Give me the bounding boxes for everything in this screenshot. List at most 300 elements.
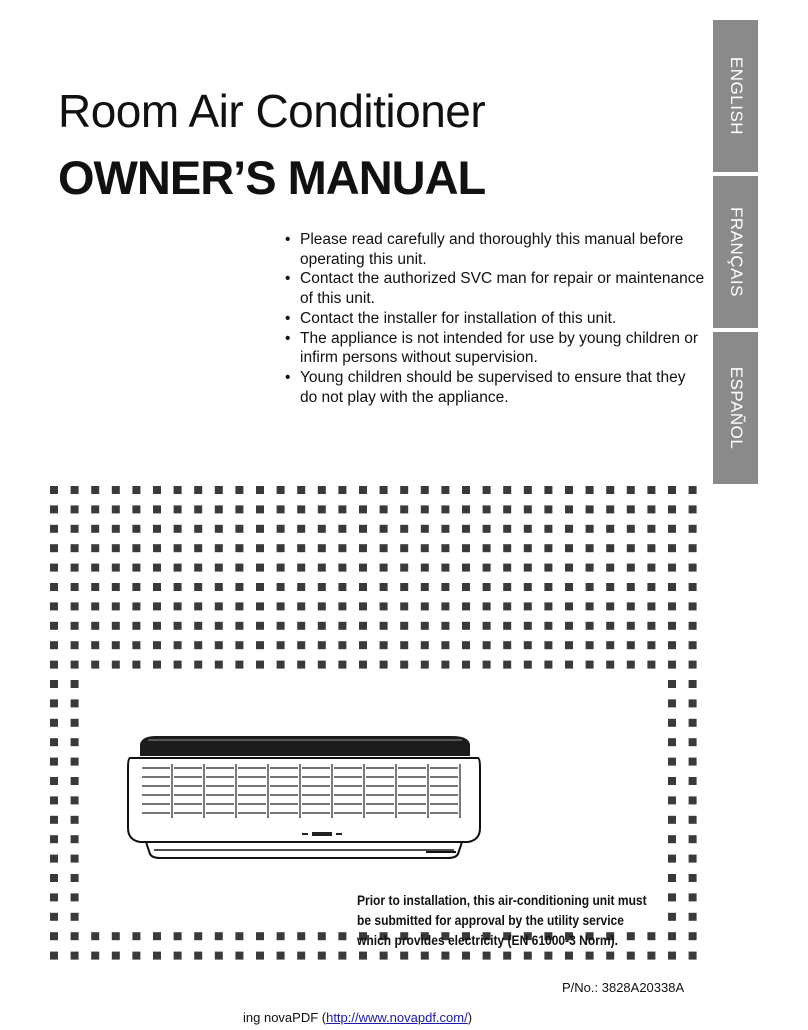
pattern-dot <box>524 661 532 669</box>
pattern-dot <box>627 525 635 533</box>
pattern-dot <box>132 622 140 630</box>
pattern-dot <box>91 602 99 610</box>
pattern-dot <box>647 564 655 572</box>
pattern-dot <box>50 564 58 572</box>
pattern-dot <box>318 505 326 513</box>
pattern-dot <box>112 486 120 494</box>
pattern-dot <box>524 952 532 960</box>
pattern-dot <box>318 525 326 533</box>
pattern-dot <box>277 602 285 610</box>
pattern-dot <box>565 661 573 669</box>
pattern-dot <box>153 544 161 552</box>
pattern-dot <box>359 525 367 533</box>
pattern-dot <box>132 641 140 649</box>
pattern-dot <box>359 602 367 610</box>
pattern-dot <box>565 622 573 630</box>
pattern-dot <box>586 641 594 649</box>
pattern-dot <box>153 641 161 649</box>
pattern-dot <box>606 564 614 572</box>
pattern-dot <box>71 952 79 960</box>
pattern-dot <box>91 932 99 940</box>
pattern-dot <box>112 661 120 669</box>
pattern-dot <box>50 855 58 863</box>
pattern-dot <box>194 952 202 960</box>
pattern-dot <box>50 719 58 727</box>
pattern-dot <box>71 932 79 940</box>
pattern-dot <box>132 564 140 572</box>
pattern-dot <box>524 505 532 513</box>
pattern-dot <box>668 525 676 533</box>
pattern-dot <box>277 505 285 513</box>
pattern-dot <box>277 583 285 591</box>
pattern-dot <box>627 564 635 572</box>
pattern-dot <box>627 505 635 513</box>
pattern-dot <box>462 583 470 591</box>
pattern-dot <box>586 622 594 630</box>
pattern-dot <box>565 505 573 513</box>
pattern-dot <box>318 583 326 591</box>
pattern-dot <box>647 544 655 552</box>
pattern-dot <box>586 602 594 610</box>
pattern-dot <box>153 505 161 513</box>
pattern-dot <box>483 622 491 630</box>
pattern-dot <box>606 525 614 533</box>
pattern-dot <box>318 622 326 630</box>
pattern-dot <box>194 661 202 669</box>
tab-english-label: ENGLISH <box>726 56 746 136</box>
pattern-dot <box>153 932 161 940</box>
pattern-dot <box>668 952 676 960</box>
pattern-dot <box>689 855 697 863</box>
pattern-dot <box>586 486 594 494</box>
pattern-dot <box>194 932 202 940</box>
pattern-dot <box>91 952 99 960</box>
pattern-dot <box>400 544 408 552</box>
pattern-dot <box>565 525 573 533</box>
pattern-dot <box>441 505 449 513</box>
pattern-dot <box>277 932 285 940</box>
pattern-dot <box>421 505 429 513</box>
part-number: P/No.: 3828A20338A <box>562 980 685 995</box>
pattern-dot <box>215 602 223 610</box>
pattern-dot <box>586 525 594 533</box>
pattern-dot <box>689 661 697 669</box>
pattern-dot <box>565 602 573 610</box>
pattern-dot <box>421 544 429 552</box>
pattern-dot <box>544 525 552 533</box>
pattern-dot <box>277 544 285 552</box>
pattern-dot <box>215 622 223 630</box>
pattern-dot <box>689 564 697 572</box>
pattern-dot <box>421 525 429 533</box>
pattern-dot <box>565 544 573 552</box>
pattern-dot <box>627 661 635 669</box>
pattern-dot <box>400 525 408 533</box>
pattern-dot <box>421 622 429 630</box>
pattern-dot <box>256 641 264 649</box>
pattern-dot <box>174 641 182 649</box>
pattern-dot <box>647 641 655 649</box>
pattern-dot <box>277 622 285 630</box>
pattern-dot <box>689 699 697 707</box>
pattern-dot <box>606 661 614 669</box>
pattern-dot <box>318 602 326 610</box>
pattern-dot <box>112 583 120 591</box>
pattern-dot <box>483 952 491 960</box>
pattern-dot <box>565 641 573 649</box>
pattern-dot <box>668 777 676 785</box>
pattern-dot <box>277 661 285 669</box>
pattern-dot <box>647 661 655 669</box>
pattern-dot <box>359 641 367 649</box>
pattern-dot <box>277 641 285 649</box>
pattern-dot <box>668 602 676 610</box>
pattern-dot <box>441 564 449 572</box>
pattern-dot <box>50 525 58 533</box>
pattern-dot <box>71 893 79 901</box>
pattern-dot <box>668 835 676 843</box>
pattern-dot <box>689 952 697 960</box>
pattern-dot <box>297 932 305 940</box>
pattern-dot <box>297 544 305 552</box>
pattern-dot <box>132 544 140 552</box>
pattern-dot <box>71 855 79 863</box>
pattern-dot <box>441 486 449 494</box>
pattern-dot <box>194 486 202 494</box>
pattern-dot <box>503 525 511 533</box>
pattern-dot <box>421 641 429 649</box>
pattern-dot <box>400 952 408 960</box>
pattern-dot <box>318 486 326 494</box>
pattern-dot <box>627 583 635 591</box>
pattern-dot <box>256 661 264 669</box>
pattern-dot <box>483 505 491 513</box>
pattern-dot <box>50 816 58 824</box>
pattern-dot <box>91 505 99 513</box>
notice-line: Prior to installation, this air-conditioning unit must <box>357 892 647 908</box>
pattern-dot <box>71 602 79 610</box>
pattern-dot <box>586 544 594 552</box>
footer-watermark <box>243 1010 472 1025</box>
pattern-dot <box>112 932 120 940</box>
pattern-dot <box>297 486 305 494</box>
pattern-dot <box>606 602 614 610</box>
tab-espanol-label: ESPAÑOL <box>726 366 746 450</box>
pattern-dot <box>689 738 697 746</box>
pattern-dot <box>71 525 79 533</box>
pattern-dot <box>256 622 264 630</box>
pattern-dot <box>153 564 161 572</box>
pattern-dot <box>318 932 326 940</box>
pattern-dot <box>689 913 697 921</box>
pattern-dot <box>524 544 532 552</box>
pattern-dot <box>50 758 58 766</box>
pattern-dot <box>338 932 346 940</box>
pattern-dot <box>71 699 79 707</box>
pattern-dot <box>235 952 243 960</box>
pattern-dot <box>421 952 429 960</box>
pattern-dot <box>338 583 346 591</box>
pattern-dot <box>91 486 99 494</box>
pattern-dot <box>689 622 697 630</box>
pattern-dot <box>71 622 79 630</box>
pattern-dot <box>668 855 676 863</box>
pattern-dot <box>132 486 140 494</box>
pattern-dot <box>503 602 511 610</box>
pattern-dot <box>606 641 614 649</box>
pattern-dot <box>71 544 79 552</box>
pattern-dot <box>421 564 429 572</box>
pattern-dot <box>668 505 676 513</box>
pattern-dot <box>544 661 552 669</box>
pattern-dot <box>689 874 697 882</box>
pattern-dot <box>647 622 655 630</box>
pattern-dot <box>503 583 511 591</box>
pattern-dot <box>174 661 182 669</box>
pattern-dot <box>50 680 58 688</box>
pattern-dot <box>421 486 429 494</box>
pattern-dot <box>132 602 140 610</box>
pattern-dot <box>524 583 532 591</box>
pattern-dot <box>235 932 243 940</box>
pattern-dot <box>668 932 676 940</box>
pattern-dot <box>400 622 408 630</box>
note-item: • Contact the authorized SVC man for repair or maintenance of this unit. <box>285 269 705 308</box>
pattern-dot <box>421 661 429 669</box>
pattern-dot <box>380 486 388 494</box>
pattern-dot <box>606 544 614 552</box>
pattern-dot <box>215 564 223 572</box>
pattern-dot <box>297 622 305 630</box>
pattern-dot <box>256 602 264 610</box>
pattern-dot <box>174 486 182 494</box>
pattern-dot <box>483 525 491 533</box>
pattern-dot <box>380 525 388 533</box>
pattern-dot <box>462 564 470 572</box>
pattern-dot <box>668 796 676 804</box>
pattern-dot <box>606 622 614 630</box>
novapdf-link[interactable]: http://www.novapdf.com/ <box>326 1010 468 1025</box>
pattern-dot <box>421 602 429 610</box>
pattern-dot <box>91 544 99 552</box>
pattern-dot <box>50 602 58 610</box>
pattern-dot <box>503 564 511 572</box>
pattern-dot <box>524 622 532 630</box>
pattern-dot <box>91 525 99 533</box>
pattern-dot <box>153 486 161 494</box>
pattern-dot <box>71 641 79 649</box>
pattern-dot <box>50 874 58 882</box>
pattern-dot <box>689 777 697 785</box>
pattern-dot <box>544 505 552 513</box>
pattern-dot <box>627 952 635 960</box>
pattern-dot <box>524 486 532 494</box>
pattern-dot <box>194 641 202 649</box>
pattern-dot <box>689 544 697 552</box>
pattern-dot <box>50 835 58 843</box>
pattern-dot <box>503 661 511 669</box>
pattern-dot <box>441 602 449 610</box>
pattern-dot <box>215 544 223 552</box>
pattern-dot <box>71 719 79 727</box>
pattern-dot <box>153 602 161 610</box>
pattern-dot <box>441 544 449 552</box>
pattern-dot <box>606 505 614 513</box>
pattern-dot <box>91 661 99 669</box>
pattern-dot <box>359 544 367 552</box>
pattern-dot <box>297 952 305 960</box>
pattern-dot <box>400 661 408 669</box>
pattern-dot <box>256 525 264 533</box>
pattern-dot <box>586 564 594 572</box>
pattern-dot <box>235 544 243 552</box>
pattern-dot <box>50 622 58 630</box>
pattern-dot <box>462 486 470 494</box>
pattern-dot <box>50 952 58 960</box>
pattern-dot <box>277 564 285 572</box>
pattern-dot <box>441 525 449 533</box>
pattern-dot <box>689 486 697 494</box>
pattern-dot <box>174 952 182 960</box>
pattern-dot <box>50 641 58 649</box>
pattern-dot <box>586 583 594 591</box>
note-item: • The appliance is not intended for use by young children or infirm persons without supervision. <box>285 329 705 368</box>
pattern-dot <box>235 661 243 669</box>
pattern-dot <box>647 932 655 940</box>
pattern-dot <box>544 544 552 552</box>
pattern-dot <box>338 602 346 610</box>
pattern-dot <box>235 564 243 572</box>
pattern-dot <box>338 564 346 572</box>
pattern-dot <box>668 622 676 630</box>
pattern-dot <box>215 932 223 940</box>
pattern-dot <box>668 816 676 824</box>
pattern-dot <box>112 525 120 533</box>
pattern-dot <box>441 583 449 591</box>
pattern-dot <box>318 952 326 960</box>
footer-suffix: ) <box>467 1010 473 1025</box>
pattern-dot <box>689 816 697 824</box>
pattern-dot <box>91 641 99 649</box>
pattern-dot <box>462 952 470 960</box>
pattern-dot <box>668 661 676 669</box>
pattern-dot <box>71 583 79 591</box>
pattern-dot <box>153 583 161 591</box>
tab-francais-label: FRANÇAIS <box>726 207 746 297</box>
pattern-dot <box>132 525 140 533</box>
pattern-dot <box>668 486 676 494</box>
pattern-dot <box>380 641 388 649</box>
title-room-air-conditioner: Room Air Conditioner <box>58 85 486 137</box>
pattern-dot <box>132 932 140 940</box>
pattern-dot <box>462 544 470 552</box>
note-item: • Young children should be supervised to ensure that they do not play with the appliance. <box>285 368 705 407</box>
pattern-dot <box>462 525 470 533</box>
pattern-dot <box>544 486 552 494</box>
pattern-dot <box>503 622 511 630</box>
pattern-dot <box>194 505 202 513</box>
pattern-dot <box>174 622 182 630</box>
pattern-dot <box>338 486 346 494</box>
notice-line: which provides electricity (EN 61000-3 Norm). <box>357 932 618 948</box>
pattern-dot <box>689 758 697 766</box>
pattern-dot <box>483 661 491 669</box>
notice-line: be submitted for approval by the utility service <box>357 912 624 928</box>
pattern-dot <box>441 641 449 649</box>
pattern-dot <box>524 525 532 533</box>
pattern-dot <box>524 564 532 572</box>
pattern-dot <box>565 583 573 591</box>
pattern-dot <box>668 641 676 649</box>
pattern-dot <box>627 602 635 610</box>
pattern-dot <box>462 602 470 610</box>
pattern-dot <box>50 544 58 552</box>
pattern-dot <box>318 661 326 669</box>
pattern-dot <box>50 796 58 804</box>
pattern-dot <box>689 583 697 591</box>
pattern-dot <box>71 777 79 785</box>
pattern-dot <box>359 505 367 513</box>
pattern-dot <box>606 952 614 960</box>
pattern-dot <box>132 661 140 669</box>
pattern-dot <box>483 602 491 610</box>
pattern-dot <box>400 602 408 610</box>
pattern-dot <box>441 661 449 669</box>
pattern-dot <box>71 680 79 688</box>
pattern-dot <box>235 505 243 513</box>
pattern-dot <box>462 622 470 630</box>
pattern-dot <box>647 583 655 591</box>
pattern-dot <box>689 835 697 843</box>
pattern-dot <box>256 505 264 513</box>
pattern-dot <box>71 738 79 746</box>
pattern-dot <box>297 525 305 533</box>
pattern-dot <box>647 952 655 960</box>
pattern-dot <box>297 564 305 572</box>
pattern-dot <box>441 952 449 960</box>
pattern-dot <box>380 544 388 552</box>
pattern-dot <box>359 661 367 669</box>
pattern-dot <box>153 952 161 960</box>
pattern-dot <box>565 564 573 572</box>
pattern-dot <box>215 661 223 669</box>
pattern-dot <box>174 505 182 513</box>
pattern-dot <box>297 661 305 669</box>
pattern-dot <box>503 486 511 494</box>
pattern-dot <box>586 952 594 960</box>
pattern-dot <box>50 932 58 940</box>
pattern-dot <box>483 486 491 494</box>
pattern-dot <box>627 544 635 552</box>
title-owners-manual: OWNER’S MANUAL <box>58 151 486 204</box>
pattern-dot <box>277 486 285 494</box>
pattern-dot <box>380 583 388 591</box>
pattern-dot <box>668 913 676 921</box>
pattern-dot <box>132 952 140 960</box>
pattern-dot <box>215 505 223 513</box>
pattern-dot <box>668 680 676 688</box>
pattern-dot <box>647 602 655 610</box>
pattern-dot <box>174 932 182 940</box>
pattern-dot <box>215 952 223 960</box>
pattern-dot <box>297 641 305 649</box>
pattern-dot <box>50 893 58 901</box>
pattern-dot <box>194 564 202 572</box>
pattern-dot <box>647 505 655 513</box>
pattern-dot <box>338 952 346 960</box>
pattern-dot <box>668 699 676 707</box>
pattern-dot <box>544 952 552 960</box>
